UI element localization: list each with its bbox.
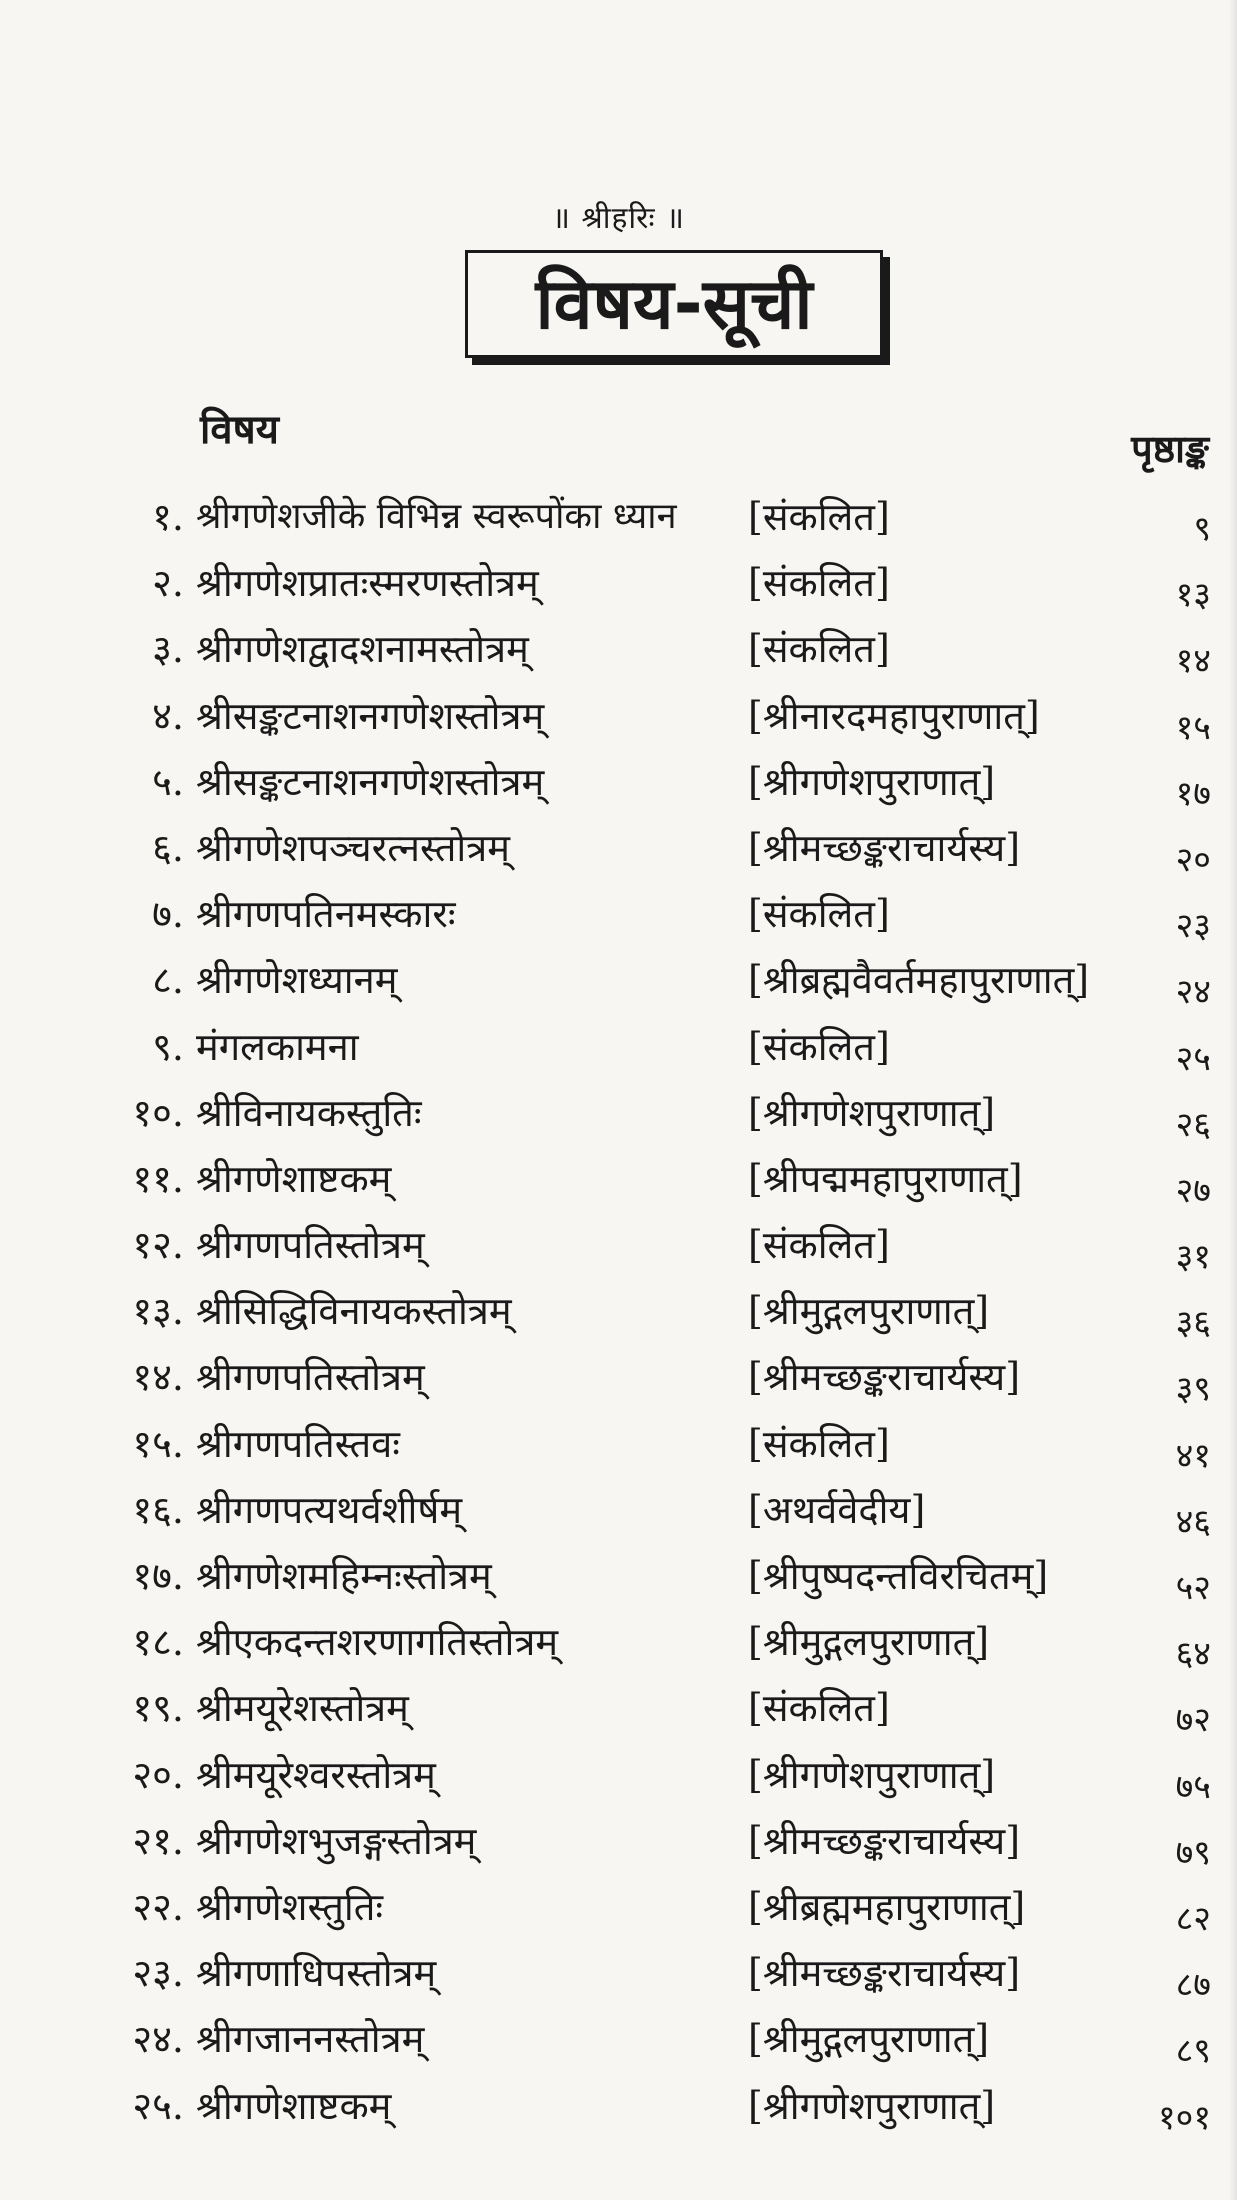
- entry-topic: श्रीगणेशद्वादशनामस्तोत्रम्: [196, 627, 529, 672]
- entry-topic: श्रीमयूरेशस्तोत्रम्: [196, 1686, 409, 1731]
- entry-number: २४.: [132, 2017, 184, 2062]
- entry-source: [संकलित]: [748, 561, 890, 606]
- entry-topic: श्रीगणपतिस्तवः: [196, 1421, 400, 1466]
- entry-topic: श्रीगणेशभुजङ्गस्तोत्रम्: [196, 1818, 477, 1863]
- entry-source: [संकलित]: [748, 1686, 890, 1731]
- entry-topic: मंगलकामना: [196, 1024, 359, 1069]
- entry-page-number: ४६: [1175, 1501, 1211, 1542]
- entry-page-number: १७: [1175, 773, 1211, 814]
- entry-source: [श्रीमच्छङ्कराचार्यस्य]: [748, 1951, 1021, 1996]
- entry-topic: श्रीगणाधिपस्तोत्रम्: [196, 1951, 437, 1996]
- entry-page-number: १४: [1175, 641, 1211, 682]
- toc-entry: [0, 550, 1237, 616]
- entry-page-number: ६४: [1175, 1634, 1211, 1675]
- toc-entry: [0, 1146, 1237, 1212]
- entry-topic: श्रीगणेशध्यानम्: [196, 958, 398, 1003]
- toc-entry: [0, 1808, 1237, 1874]
- entry-page-number: ८७: [1175, 1965, 1211, 2006]
- entry-source: [संकलित]: [748, 1421, 890, 1466]
- entry-source: [श्रीमच्छङ्कराचार्यस्य]: [748, 825, 1021, 870]
- toc-entry: [0, 1543, 1237, 1609]
- entry-page-number: २३: [1175, 906, 1211, 947]
- entry-page-number: १०१: [1157, 2097, 1211, 2138]
- entry-topic: श्रीएकदन्तशरणागतिस्तोत्रम्: [196, 1620, 559, 1665]
- title-box: [465, 250, 883, 358]
- entry-topic: श्रीगजाननस्तोत्रम्: [196, 2017, 425, 2062]
- toc-entry: [0, 947, 1237, 1013]
- toc-entry: [0, 1411, 1237, 1477]
- entry-page-number: ५२: [1175, 1568, 1211, 1608]
- page-column-heading: पृष्ठाङ्क: [1131, 427, 1209, 471]
- entry-source: [संकलित]: [748, 627, 890, 672]
- entry-source: [संकलित]: [748, 495, 890, 539]
- entry-number: १३.: [132, 1289, 184, 1334]
- toc-entry: [0, 1014, 1237, 1080]
- entry-topic: श्रीसङ्कटनाशनगणेशस्तोत्रम्: [196, 693, 545, 738]
- entry-source: [श्रीगणेशपुराणात्]: [748, 2083, 996, 2128]
- toc-entry: [0, 1212, 1237, 1278]
- toc-entry: [0, 1940, 1237, 2006]
- entry-page-number: ४१: [1175, 1435, 1211, 1476]
- entry-number: १७.: [132, 1554, 184, 1598]
- entry-page-number: ३६: [1175, 1303, 1211, 1344]
- toc-entry: [0, 1477, 1237, 1543]
- entry-page-number: ८९: [1175, 2031, 1211, 2072]
- entry-topic: श्रीगणेशाष्टकम्: [196, 1156, 392, 1201]
- entry-source: [श्रीब्रह्ममहापुराणात्]: [748, 1884, 1026, 1929]
- entry-number: ४.: [152, 693, 184, 738]
- entry-topic: श्रीसिद्धिविनायकस्तोत्रम्: [196, 1289, 512, 1334]
- toc-entry: [0, 683, 1237, 749]
- entry-source: [संकलित]: [748, 1223, 890, 1268]
- entry-source: [संकलित]: [748, 1024, 890, 1069]
- entry-page-number: ९: [1193, 509, 1211, 549]
- page-title: विषय-सूची: [535, 263, 813, 345]
- entry-source: [श्रीगणेशपुराणात्]: [748, 759, 996, 804]
- entry-page-number: २६: [1175, 1104, 1211, 1145]
- entry-page-number: २५: [1175, 1038, 1211, 1079]
- toc-entry: [0, 1742, 1237, 1808]
- entry-topic: श्रीगणपतिस्तोत्रम्: [196, 1355, 425, 1400]
- invocation-heading: ॥ श्रीहरिः ॥: [551, 201, 686, 236]
- entry-topic: श्रीसङ्कटनाशनगणेशस्तोत्रम्: [196, 759, 545, 804]
- toc-entry: [0, 1278, 1237, 1344]
- toc-entry: [0, 1874, 1237, 1940]
- entry-topic: श्रीगणेशप्रातःस्मरणस्तोत्रम्: [196, 561, 539, 606]
- entry-source: [श्रीमुद्गलपुराणात्]: [748, 1289, 990, 1334]
- entry-number: १४.: [132, 1355, 184, 1400]
- toc-entry: [0, 2006, 1237, 2072]
- entry-page-number: ८२: [1175, 1898, 1211, 1939]
- toc-entry: [0, 1080, 1237, 1146]
- entry-number: २.: [152, 561, 184, 606]
- entry-topic: श्रीगणपत्यथर्वशीर्षम्: [196, 1487, 463, 1532]
- entry-number: १६.: [132, 1487, 184, 1532]
- entry-page-number: ३९: [1175, 1369, 1211, 1410]
- entry-topic: श्रीमयूरेश्वरस्तोत्रम्: [196, 1752, 436, 1797]
- entry-number: १.: [152, 495, 184, 539]
- entry-number: ९.: [152, 1024, 184, 1069]
- entry-number: १५.: [132, 1421, 184, 1466]
- entry-source: [श्रीमुद्गलपुराणात्]: [748, 1620, 990, 1665]
- entry-number: ५.: [152, 759, 184, 804]
- toc-entry: [0, 881, 1237, 947]
- entry-source: [श्रीगणेशपुराणात्]: [748, 1090, 996, 1135]
- entry-topic: श्रीगणेशपञ्चरत्नस्तोत्रम्: [196, 825, 510, 870]
- entry-page-number: ७५: [1175, 1766, 1211, 1807]
- toc-entry: [0, 484, 1237, 550]
- entry-number: ११.: [132, 1156, 184, 1201]
- toc-entry: [0, 1675, 1237, 1741]
- table-of-contents: [0, 484, 1237, 2139]
- entry-page-number: १३: [1175, 575, 1211, 616]
- entry-topic: श्रीगणपतिस्तोत्रम्: [196, 1223, 425, 1268]
- toc-entry: [0, 1344, 1237, 1410]
- topic-column-heading: विषय: [200, 407, 279, 453]
- entry-topic: श्रीगणेशजीके विभिन्न स्वरूपोंका ध्यान: [196, 496, 677, 537]
- entry-number: ७.: [152, 892, 184, 937]
- entry-number: १०.: [132, 1090, 184, 1135]
- entry-number: २२.: [132, 1884, 184, 1929]
- entry-page-number: ७२: [1175, 1700, 1211, 1741]
- entry-number: ३.: [152, 627, 184, 672]
- toc-entry: [0, 815, 1237, 881]
- toc-entry: [0, 2073, 1237, 2139]
- entry-page-number: २४: [1175, 972, 1211, 1013]
- entry-source: [अथर्ववेदीय]: [748, 1487, 926, 1532]
- entry-source: [श्रीगणेशपुराणात्]: [748, 1752, 996, 1797]
- entry-source: [श्रीनारदमहापुराणात्]: [748, 693, 1040, 738]
- entry-number: १८.: [132, 1620, 184, 1665]
- entry-page-number: ३१: [1175, 1237, 1211, 1278]
- entry-number: ६.: [152, 825, 184, 870]
- page-edge-shadow: [1229, 0, 1237, 2200]
- entry-source: [श्रीमुद्गलपुराणात्]: [748, 2017, 990, 2062]
- entry-source: [श्रीब्रह्मवैवर्तमहापुराणात्]: [748, 958, 1090, 1003]
- entry-page-number: २०: [1175, 839, 1211, 880]
- entry-number: २३.: [132, 1951, 184, 1996]
- entry-source: [श्रीमच्छङ्कराचार्यस्य]: [748, 1818, 1021, 1863]
- toc-entry: [0, 1609, 1237, 1675]
- entry-number: १२.: [132, 1223, 184, 1268]
- entry-number: २१.: [132, 1818, 184, 1863]
- entry-topic: श्रीगणपतिनमस्कारः: [196, 892, 456, 937]
- entry-number: २५.: [132, 2083, 184, 2128]
- entry-page-number: ७९: [1175, 1832, 1211, 1873]
- entry-source: [संकलित]: [748, 892, 890, 937]
- entry-topic: श्रीगणेशमहिम्नःस्तोत्रम्: [196, 1554, 492, 1598]
- entry-source: [श्रीमच्छङ्कराचार्यस्य]: [748, 1355, 1021, 1400]
- entry-page-number: २७: [1175, 1170, 1211, 1211]
- entry-topic: श्रीगणेशाष्टकम्: [196, 2083, 392, 2128]
- entry-source: [श्रीपुष्पदन्तविरचितम्]: [748, 1554, 1049, 1598]
- entry-number: १९.: [132, 1686, 184, 1731]
- entry-topic: श्रीविनायकस्तुतिः: [196, 1090, 422, 1135]
- toc-entry: [0, 616, 1237, 682]
- entry-number: २०.: [132, 1752, 184, 1797]
- entry-number: ८.: [152, 958, 184, 1003]
- toc-entry: [0, 749, 1237, 815]
- entry-source: [श्रीपद्ममहापुराणात्]: [748, 1156, 1023, 1201]
- entry-page-number: १५: [1175, 707, 1211, 748]
- entry-topic: श्रीगणेशस्तुतिः: [196, 1884, 384, 1929]
